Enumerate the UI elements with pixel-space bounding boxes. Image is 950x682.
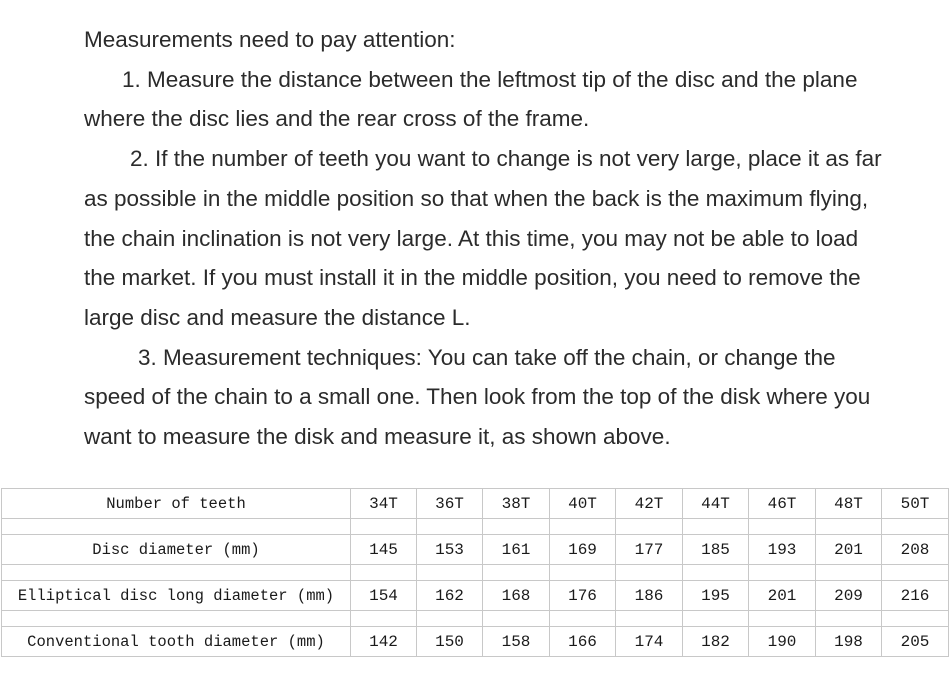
table-cell: 168 <box>483 581 550 611</box>
table-cell: 38T <box>483 489 550 519</box>
table-cell: 50T <box>882 489 949 519</box>
table-cell: 166 <box>550 627 616 657</box>
spacer-cell <box>483 611 550 627</box>
table-cell: 34T <box>351 489 417 519</box>
note-item-1: 1. Measure the distance between the leftmost tip of the disc and the plane where the disc lies and the rear cross of the frame. <box>84 66 858 132</box>
spacer-cell <box>749 519 816 535</box>
spacer-cell <box>417 565 483 581</box>
table-cell: 177 <box>616 535 683 565</box>
table-cell: 162 <box>417 581 483 611</box>
row-number-of-teeth <box>2 489 949 519</box>
table-cell: 201 <box>749 581 816 611</box>
spacer-cell <box>351 565 417 581</box>
spacer-cell <box>683 565 749 581</box>
spacer-cell <box>2 565 351 581</box>
table-cell: 195 <box>683 581 749 611</box>
table-cell: 216 <box>882 581 949 611</box>
spacer-cell <box>351 519 417 535</box>
spacer-cell <box>351 611 417 627</box>
table-cell: 145 <box>351 535 417 565</box>
table-cell: 46T <box>749 489 816 519</box>
table-cell: 205 <box>882 627 949 657</box>
row-conventional-tooth-diameter <box>2 627 949 657</box>
table-cell: 142 <box>351 627 417 657</box>
row-disc-diameter <box>2 535 949 565</box>
spacer-cell <box>550 565 616 581</box>
spacer-cell <box>616 519 683 535</box>
row-label: Conventional tooth diameter (mm) <box>2 627 351 657</box>
table-cell: 169 <box>550 535 616 565</box>
spacer-cell <box>417 519 483 535</box>
table-cell: 174 <box>616 627 683 657</box>
spacer-cell <box>616 611 683 627</box>
spacer-cell <box>483 565 550 581</box>
table-cell: 198 <box>816 627 882 657</box>
table-cell: 186 <box>616 581 683 611</box>
teeth-dimension-table-wrapper <box>1 488 948 657</box>
table-cell: 201 <box>816 535 882 565</box>
measurement-notes <box>84 20 894 457</box>
spacer-row <box>2 565 949 581</box>
spacer-cell <box>749 611 816 627</box>
spacer-cell <box>749 565 816 581</box>
spacer-row <box>2 519 949 535</box>
table-cell: 150 <box>417 627 483 657</box>
row-elliptical-long-diameter <box>2 581 949 611</box>
table-cell: 161 <box>483 535 550 565</box>
table-cell: 158 <box>483 627 550 657</box>
spacer-cell <box>816 565 882 581</box>
spacer-cell <box>683 519 749 535</box>
spacer-cell <box>2 611 351 627</box>
spacer-row <box>2 611 949 627</box>
spacer-cell <box>816 611 882 627</box>
spacer-cell <box>683 611 749 627</box>
table-cell: 182 <box>683 627 749 657</box>
table-cell: 208 <box>882 535 949 565</box>
table-cell: 176 <box>550 581 616 611</box>
teeth-dimension-table <box>1 488 949 657</box>
row-label: Elliptical disc long diameter (mm) <box>2 581 351 611</box>
row-label: Number of teeth <box>2 489 351 519</box>
table-cell: 193 <box>749 535 816 565</box>
note-item-2: 2. If the number of teeth you want to change is not very large, place it as far as possible in the middle position so that when the back is the maximum flying, the chain inclination is not very large. At this time, you may not be able to load the market. If you must install it in the middle position, you need to remove the large disc and measure the distance L. <box>84 146 882 330</box>
spacer-cell <box>550 519 616 535</box>
note-item-3: 3. Measurement techniques: You can take off the chain, or change the speed of the chain to a small one. Then look from the top of the disk where you want to measure the disk and measure it, as shown above. <box>84 344 871 450</box>
table-cell: 42T <box>616 489 683 519</box>
spacer-cell <box>417 611 483 627</box>
spacer-cell <box>882 519 949 535</box>
table-cell: 154 <box>351 581 417 611</box>
table-cell: 36T <box>417 489 483 519</box>
table-cell: 40T <box>550 489 616 519</box>
spacer-cell <box>882 611 949 627</box>
spacer-cell <box>483 519 550 535</box>
spacer-cell <box>616 565 683 581</box>
table-body <box>2 489 949 657</box>
spacer-cell <box>2 519 351 535</box>
table-cell: 153 <box>417 535 483 565</box>
spacer-cell <box>816 519 882 535</box>
spacer-cell <box>550 611 616 627</box>
table-cell: 185 <box>683 535 749 565</box>
spacer-cell <box>882 565 949 581</box>
table-cell: 44T <box>683 489 749 519</box>
table-cell: 190 <box>749 627 816 657</box>
table-cell: 48T <box>816 489 882 519</box>
notes-heading: Measurements need to pay attention: <box>84 27 456 52</box>
table-cell: 209 <box>816 581 882 611</box>
row-label: Disc diameter (mm) <box>2 535 351 565</box>
